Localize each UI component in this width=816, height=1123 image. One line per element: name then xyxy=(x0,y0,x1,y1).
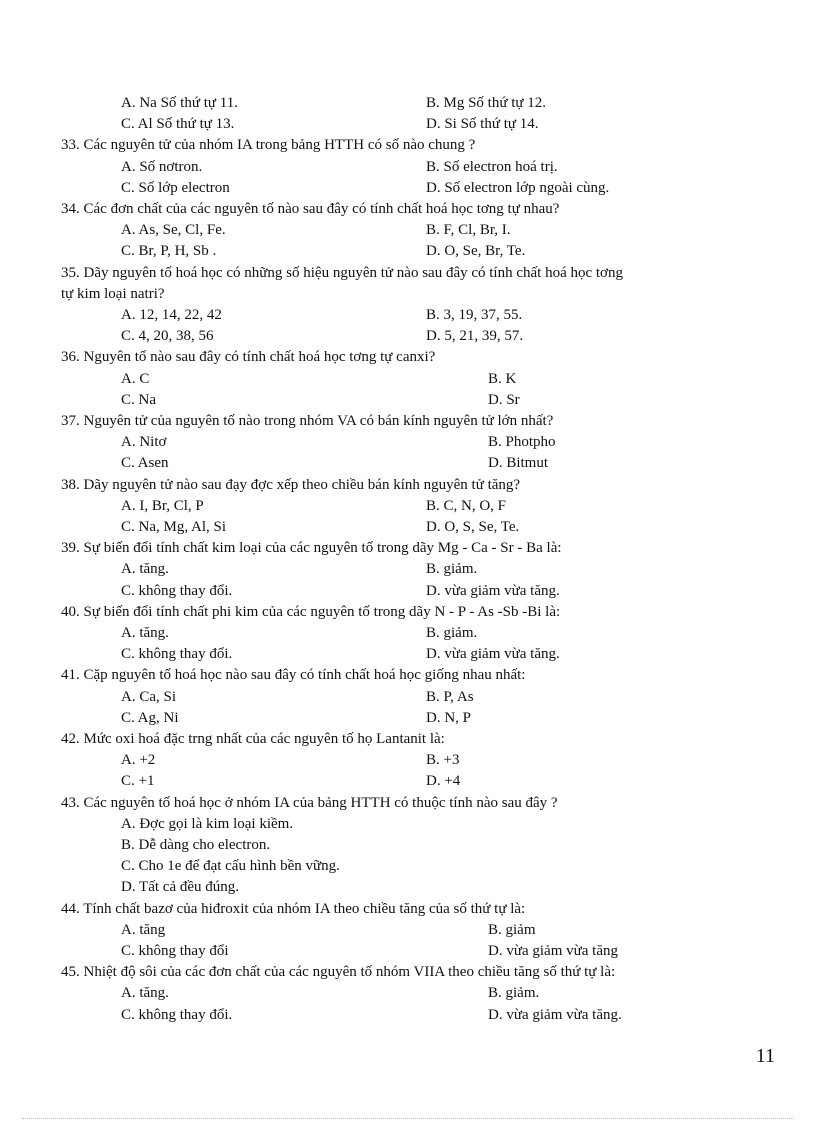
answer-option: C. Al Số thứ tự 13. xyxy=(121,116,235,132)
page-number: 11 xyxy=(755,1045,775,1067)
answer-option: D. Bitmut xyxy=(488,455,549,471)
answer-option: D. vừa giảm vừa tăng. xyxy=(426,583,560,599)
question-text: 41. Cặp nguyên tố hoá học nào sau đây có tính chất hoá học giống nhau nhất: xyxy=(61,667,526,683)
answer-option: D. Sr xyxy=(488,392,520,408)
answer-option: C. 4, 20, 38, 56 xyxy=(121,328,214,344)
question-text: 44. Tính chất bazơ của hiđroxit của nhóm IA theo chiều tăng của số thứ tự là: xyxy=(61,901,526,917)
question-text: 35. Dãy nguyên tố hoá học có những số hiệu nguyên tử nào sau đây có tính chất hoá học tơng xyxy=(61,265,623,281)
answer-option: C. không thay đổi. xyxy=(121,646,233,662)
answer-option: D. Số electron lớp ngoài cùng. xyxy=(426,180,610,196)
answer-option: C. không thay đổi. xyxy=(121,1007,233,1023)
answer-option: D. O, Se, Br, Te. xyxy=(426,243,526,259)
answer-option: A. tăng. xyxy=(121,625,169,641)
answer-option: A. C xyxy=(121,371,150,387)
answer-option: C. Na, Mg, Al, Si xyxy=(121,519,227,535)
answer-option: C. Na xyxy=(121,392,156,408)
answer-option: B. Photpho xyxy=(488,434,556,450)
answer-option: C. Asen xyxy=(121,455,169,471)
answer-option: D. Tất cả đều đúng. xyxy=(121,879,240,895)
answer-option: C. không thay đổi xyxy=(121,943,229,959)
answer-option: D. vừa giảm vừa tăng xyxy=(488,943,618,959)
question-text: 40. Sự biến đổi tính chất phi kim của các nguyên tố trong dãy N - P - As -Sb -Bi là: xyxy=(61,604,561,620)
answer-option: A. Số nơtron. xyxy=(121,159,203,175)
answer-option: A. tăng. xyxy=(121,985,169,1001)
answer-option: D. vừa giảm vừa tăng. xyxy=(488,1007,622,1023)
question-text: 34. Các đơn chất của các nguyên tố nào sau đây có tính chất hoá học tơng tự nhau? xyxy=(61,201,560,217)
answer-option: D. Si Số thứ tự 14. xyxy=(426,116,539,132)
answer-option: C. Cho 1e để đạt cấu hình bền vững. xyxy=(121,858,340,874)
question-text: 33. Các nguyên tử của nhóm IA trong bảng HTTH có số nào chung ? xyxy=(61,137,476,153)
answer-option: C. +1 xyxy=(121,773,155,789)
answer-option: B. F, Cl, Br, I. xyxy=(426,222,511,238)
answer-option: B. P, As xyxy=(426,689,474,705)
answer-option: A. tăng xyxy=(121,922,166,938)
answer-option: A. Na Số thứ tự 11. xyxy=(121,95,238,111)
question-text: 37. Nguyên tử của nguyên tố nào trong nhóm VA có bán kính nguyên tử lớn nhất? xyxy=(61,413,554,429)
answer-option: A. Ca, Si xyxy=(121,689,177,705)
question-text: 38. Dãy nguyên tử nào sau đạy đợc xếp theo chiều bán kính nguyên tử tăng? xyxy=(61,477,521,493)
question-text: 39. Sự biến đổi tính chất kim loại của các nguyên tố trong dãy Mg - Ca - Sr - Ba là: xyxy=(61,540,562,556)
answer-option: B. Dễ dàng cho electron. xyxy=(121,837,271,853)
answer-option: D. vừa giảm vừa tăng. xyxy=(426,646,560,662)
answer-option: D. +4 xyxy=(426,773,461,789)
answer-option: B. giảm xyxy=(488,922,536,938)
answer-option: B. C, N, O, F xyxy=(426,498,507,514)
question-text: 43. Các nguyên tố hoá học ở nhóm IA của bảng HTTH có thuộc tính nào sau đây ? xyxy=(61,795,558,811)
answer-option: B. giảm. xyxy=(488,985,540,1001)
answer-option: A. As, Se, Cl, Fe. xyxy=(121,222,226,238)
answer-option: C. Br, P, H, Sb . xyxy=(121,243,217,259)
answer-option: A. tăng. xyxy=(121,561,169,577)
answer-option: B. K xyxy=(488,371,517,387)
answer-option: C. Số lớp electron xyxy=(121,180,230,196)
answer-option: D. N, P xyxy=(426,710,472,726)
answer-option: D. 5, 21, 39, 57. xyxy=(426,328,524,344)
answer-option: A. Nitơ xyxy=(121,434,167,450)
answer-option: A. Đợc gọi là kim loại kiềm. xyxy=(121,816,294,832)
answer-option: D. O, S, Se, Te. xyxy=(426,519,520,535)
answer-option: A. +2 xyxy=(121,752,156,768)
answer-option: A. I, Br, Cl, P xyxy=(121,498,204,514)
answer-option: C. không thay đổi. xyxy=(121,583,233,599)
answer-option: A. 12, 14, 22, 42 xyxy=(121,307,222,323)
answer-option: B. giảm. xyxy=(426,625,478,641)
answer-option: B. +3 xyxy=(426,752,460,768)
answer-option: B. Mg Số thứ tự 12. xyxy=(426,95,547,111)
question-text: 45. Nhiệt độ sôi của các đơn chất của các nguyên tố nhóm VIIA theo chiều tăng số thứ tự là: xyxy=(61,964,616,980)
question-text: 36. Nguyên tố nào sau đây có tính chất hoá học tơng tự canxi? xyxy=(61,349,436,365)
answer-option: B. 3, 19, 37, 55. xyxy=(426,307,523,323)
footer-divider xyxy=(22,1118,794,1119)
answer-option: B. giảm. xyxy=(426,561,478,577)
question-text: tự kim loại natri? xyxy=(61,286,165,302)
question-text: 42. Mức oxi hoá đặc trng nhất của các nguyên tố họ Lantanit là: xyxy=(61,731,445,747)
answer-option: C. Ag, Ni xyxy=(121,710,179,726)
answer-option: B. Số electron hoá trị. xyxy=(426,159,558,175)
